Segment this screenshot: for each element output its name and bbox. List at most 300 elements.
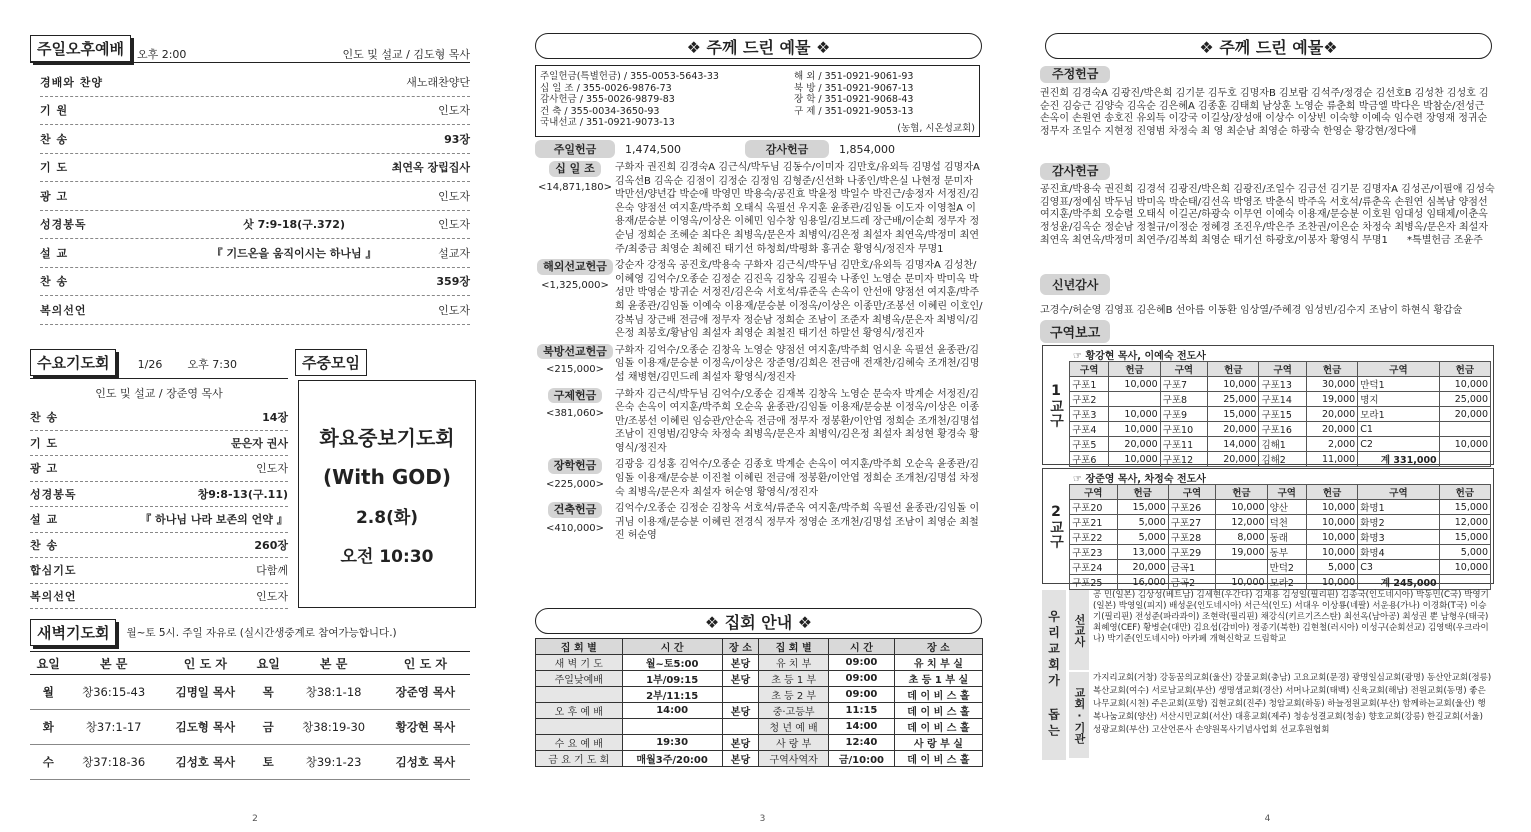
district-cell: 구포7 xyxy=(1160,377,1208,392)
district-row xyxy=(1070,530,1491,545)
order-row xyxy=(30,533,288,559)
district-cell: 구포12 xyxy=(1160,452,1208,467)
midweek-title: 주중모임 xyxy=(295,349,367,376)
offering-item xyxy=(535,259,983,341)
district-cell: 20,000 xyxy=(1306,407,1357,422)
district-cell: 화명3 xyxy=(1358,530,1439,545)
offering-item-header xyxy=(535,388,615,456)
account-box xyxy=(535,65,980,137)
meeting-cell xyxy=(536,719,623,735)
district-cell: 구포13 xyxy=(1259,377,1307,392)
district-cell: 김해1 xyxy=(1259,437,1307,452)
district-col-header: 구역 xyxy=(1168,485,1216,500)
district-cell: C3 xyxy=(1358,560,1439,575)
meeting-cell: 사 랑 부 실 xyxy=(894,735,982,751)
midweek-header xyxy=(295,349,367,376)
district-row xyxy=(1070,500,1491,515)
order-row xyxy=(40,68,470,97)
sunday-offering-amount: 1,474,500 xyxy=(625,142,681,156)
dawn-col-header: 요일 xyxy=(30,652,67,675)
order-right: 다함께 xyxy=(256,564,288,578)
meeting-title: ❖ 집회 안내 ❖ xyxy=(535,608,982,634)
offering-item-header xyxy=(535,502,615,543)
churches-label: 교회·기관 xyxy=(1069,672,1089,758)
order-row xyxy=(40,125,470,154)
order-row xyxy=(40,97,470,126)
order-row xyxy=(30,584,288,610)
account-line: 십 일 조 / 355-0026-9876-73 xyxy=(540,82,672,94)
district-row xyxy=(1070,545,1491,560)
order-label: 찬 송 xyxy=(40,275,69,289)
order-right: 인도자 xyxy=(438,189,470,203)
district-cell xyxy=(1439,575,1490,590)
order-right: 최연옥 장립집사 xyxy=(391,161,470,175)
meeting-cell: 11:15 xyxy=(829,703,895,719)
district-cell: 12,000 xyxy=(1216,515,1267,530)
meeting-cell: 금/10:00 xyxy=(829,751,895,767)
newyear-title: 신년감사 xyxy=(1040,274,1110,295)
account-line: 장 학 / 351-0921-9068-43 xyxy=(794,94,914,105)
meeting-cell: 1부/09:15 xyxy=(622,671,722,687)
meeting-cell: 수 요 예 배 xyxy=(536,735,623,751)
offering-item xyxy=(535,161,983,256)
account-line: 해 외 / 351-0921-9061-93 xyxy=(794,71,914,82)
district-col-header: 구역 xyxy=(1070,485,1118,500)
order-right: 새노래찬양단 xyxy=(406,75,470,89)
meeting-cell xyxy=(722,719,758,735)
district-cell: 동부 xyxy=(1267,545,1306,560)
district-row xyxy=(1070,560,1491,575)
district-cell: 5,000 xyxy=(1117,515,1168,530)
meeting-cell: 유 치 부 xyxy=(759,655,829,671)
district-col-header: 헌금 xyxy=(1306,485,1357,500)
district-cell: 구포15 xyxy=(1259,407,1307,422)
meeting-cell: 금 요 기 도 회 xyxy=(536,751,623,767)
meeting-cell: 주일낮예배 xyxy=(536,671,623,687)
district-cell: 5,000 xyxy=(1117,530,1168,545)
order-right: 인도자 xyxy=(256,589,288,603)
offering-amount: <215,000> xyxy=(545,364,605,376)
district-2-heads: ☞ 장준영 목사, 차정숙 전도사 xyxy=(1073,474,1206,485)
offering-name: 구제헌금 xyxy=(548,388,603,404)
district-cell: 구포27 xyxy=(1168,515,1216,530)
district-cell: 양산 xyxy=(1267,500,1306,515)
district-cell: 금곡1 xyxy=(1168,560,1216,575)
district-cell: 계 331,000 xyxy=(1358,452,1439,467)
meeting-col-header: 집 회 별 xyxy=(536,639,623,655)
meeting-cell xyxy=(622,719,722,735)
dawn-cell: 김명일 목사 xyxy=(161,675,250,710)
district-cell: 10,000 xyxy=(1306,575,1357,590)
district-cell: 25,000 xyxy=(1208,392,1259,407)
mission-support xyxy=(1042,590,1492,760)
district-cell: 금곡2 xyxy=(1168,575,1216,590)
offering-item xyxy=(535,388,983,456)
meeting-cell: 데 이 비 스 홀 xyxy=(894,687,982,703)
order-label: 합심기도 xyxy=(30,564,77,578)
meeting-cell: 09:00 xyxy=(829,671,895,687)
meeting-cell: 본당 xyxy=(722,655,758,671)
district-cell xyxy=(1216,560,1267,575)
order-label: 성경봉독 xyxy=(40,218,87,232)
section-thanks xyxy=(1040,163,1495,248)
meeting-col-header: 시 간 xyxy=(622,639,722,655)
district-cell: 만덕1 xyxy=(1358,377,1439,392)
group-report-title: 구역보고 xyxy=(1040,320,1110,343)
meeting-row xyxy=(536,687,983,703)
thanks-text: 공진효/박용숙 권진희 김경석 김광진/박은희 김광진/조일수 김금선 김기문 김명자A 김성곤/이필애 김성숙 김영표/정예심 박두님 박미옥 박순태/김선옥 박영조 박춘식 박주옥 서호석/류춘옥 손원연 심복남 양점선 여지훈/박주희 오승렬 오태식 이길곤/하광숙 이무연 이예숙 이용재/문승분 이호원 임대성 임태제/이춘옥 정성윤/김옥순 정순남 정철규/이정순 정혜경 조진우/박은주 조찬권/이은순 차정숙 최병옥/문은자 최설자 최연옥 최연옥/박정미 최연주/김복희 최영순 태기선 하광호/이봉자 황영식 무명1 xyxy=(1040,183,1495,246)
district-cell xyxy=(1439,422,1490,437)
meeting-cell: 매월3주/20:00 xyxy=(622,751,722,767)
order-label: 찬 송 xyxy=(30,538,59,552)
sunday-header xyxy=(30,35,470,63)
churches-row xyxy=(1069,672,1492,758)
dawn-col-header: 본 문 xyxy=(286,652,380,675)
district-2-table xyxy=(1069,484,1491,590)
dawn-col-header: 요일 xyxy=(250,652,287,675)
meeting-cell: 구역사역자 xyxy=(759,751,829,767)
page-3 xyxy=(535,0,990,832)
dawn-col-header: 인 도 자 xyxy=(381,652,470,675)
order-right: 인도자 xyxy=(438,218,470,232)
dawn-row xyxy=(30,675,470,710)
accounts-left xyxy=(540,71,719,129)
meeting-cell: 데 이 비 스 홀 xyxy=(894,719,982,735)
meeting-cell: 데 이 비 스 홀 xyxy=(894,703,982,719)
meeting-cell: 유 치 부 실 xyxy=(894,655,982,671)
district-cell: 구포28 xyxy=(1168,530,1216,545)
meeting-cell: 09:00 xyxy=(829,655,895,671)
dawn-col-header: 본 문 xyxy=(67,652,161,675)
district-col-header: 헌금 xyxy=(1439,362,1490,377)
meeting-cell: 본당 xyxy=(722,671,758,687)
order-right: 인도자 xyxy=(256,462,288,476)
district-cell: 모라1 xyxy=(1358,407,1439,422)
midweek-time: 오전 10:30 xyxy=(340,546,434,567)
offering-givers: 김광응 김성홍 김억수/오종순 김종호 박계순 손옥이 여지훈/박주희 오순옥 윤종관/김임돌 이용재/문승분 이진철 이혜린 전금애 정봉환/이안엽 정희순 조개천/김명섭 차정숙 최병옥/문은자 최설자 허순영 황영식/정진자 xyxy=(615,459,979,498)
district-cell: 구포11 xyxy=(1160,437,1208,452)
meeting-cell: 데 이 비 스 홀 xyxy=(894,751,982,767)
district-cell: 20,000 xyxy=(1208,452,1259,467)
district-cell: 10,000 xyxy=(1109,452,1160,467)
meeting-col-header: 장 소 xyxy=(894,639,982,655)
district-cell: C1 xyxy=(1358,422,1439,437)
meeting-col-header: 집 회 별 xyxy=(759,639,829,655)
dawn-cell: 목 xyxy=(250,675,287,710)
district-cell: 화명2 xyxy=(1358,515,1439,530)
district-cell: 모라2 xyxy=(1267,575,1306,590)
order-label: 설 교 xyxy=(40,246,69,260)
district-cell: 구포23 xyxy=(1070,545,1118,560)
thanks-offering-label: 감사헌금 xyxy=(745,140,829,158)
meeting-cell: 본당 xyxy=(722,703,758,719)
dawn-cell: 토 xyxy=(250,745,287,780)
sunday-offering-label: 주일헌금 xyxy=(535,140,615,158)
page-number: 3 xyxy=(759,814,766,824)
offering-name: 십 일 조 xyxy=(549,161,601,177)
meeting-row xyxy=(536,735,983,751)
district-row xyxy=(1070,422,1491,437)
district-cell: 구포5 xyxy=(1070,437,1109,452)
district-cell: 화명1 xyxy=(1358,500,1439,515)
dawn-cell: 화 xyxy=(30,710,67,745)
district-cell: 10,000 xyxy=(1439,437,1490,452)
district-cell: 19,000 xyxy=(1216,545,1267,560)
district-cell: 덕천 xyxy=(1267,515,1306,530)
offering-amount: <381,060> xyxy=(545,408,605,420)
meeting-cell: 사 랑 부 xyxy=(759,735,829,751)
district-cell: 구포16 xyxy=(1259,422,1307,437)
missionaries-text: 공 민(일본) 김상성(베트남) 김세현(우간다) 김재용 김성일(필리핀) 김종국(인도네시아) 박동민(C국) 박영기(일본) 박영일(피지) 배성운(인도네시아) 서근석(인도) 서대우 이상룡(네팔) 서운용(가나) 이경화(T국) 이승기(필리핀) 전성준(파라과이) 조현락(필리핀) 채강식(키르기즈스탄) 최선옥(남아공) 최성권 뿐 남형우(태국) 최혜영(CEF) 황병순(대만) 김요섭(감비아) 정종기(북한) 김현철(러시아) 이성구(순회선교) 김영택(우크라이나) 박기준(인도네시아) 아카페 개혁신학교 드림학교 xyxy=(1093,590,1489,644)
district-cell: 구포25 xyxy=(1070,575,1118,590)
district-row xyxy=(1070,407,1491,422)
district-cell: 20,000 xyxy=(1208,422,1259,437)
sunday-time: 오후 2:00 xyxy=(136,48,187,61)
offering-givers: 김억수/오종순 김정순 김창옥 서호석/류준옥 여지훈/박주희 옥필선 윤종관/김임돌 이귀님 이용재/문승분 이혜린 전경식 정무자 정영순 조개천/김명섭 조남이 최영순 최철진 허순영 xyxy=(615,503,980,542)
district-cell: 10,000 xyxy=(1109,407,1160,422)
district-cell: 20,000 xyxy=(1306,422,1357,437)
district-cell: 15,000 xyxy=(1439,530,1490,545)
dawn-title: 새벽기도회 xyxy=(30,619,116,646)
order-label: 기 도 xyxy=(30,436,59,450)
district-cell: 10,000 xyxy=(1109,377,1160,392)
district-cell: 10,000 xyxy=(1216,500,1267,515)
page-number: 2 xyxy=(252,814,258,824)
district-cell: 2,000 xyxy=(1306,437,1357,452)
dawn-table xyxy=(30,651,470,780)
thanks-special: *특별헌금 조윤주 xyxy=(1407,234,1483,246)
midweek-line2: (With GOD) xyxy=(323,464,451,489)
district-cell: 구포24 xyxy=(1070,560,1118,575)
meeting-cell: 2부/11:15 xyxy=(622,687,722,703)
district-cell: 구포20 xyxy=(1070,500,1118,515)
order-row xyxy=(30,558,288,584)
offering-title: ❖ 주께 드린 예물 ❖ xyxy=(535,33,982,59)
offering-givers: 구화자 김억수/오종순 김창옥 노영순 양점선 여지훈/박주희 엄시운 옥필선 윤종관/김임돌 이용재/문승분 이정옥/이상은 장준영/김희은 전금애 전재찬/김혜숙 조개천/김명섭 채병현/김민드레 최설자 황영식/정진자 xyxy=(615,344,980,383)
district-cell: 5,000 xyxy=(1439,545,1490,560)
page-4 xyxy=(1040,0,1495,832)
order-label: 광 고 xyxy=(40,189,69,203)
district-cell: 15,000 xyxy=(1117,500,1168,515)
meeting-cell: 19:30 xyxy=(622,735,722,751)
district-cell: 만덕2 xyxy=(1267,560,1306,575)
dawn-cell: 황강현 목사 xyxy=(381,710,470,745)
missionaries-row xyxy=(1069,590,1492,670)
district-cell: 구포1 xyxy=(1070,377,1109,392)
dawn-cell: 금 xyxy=(250,710,287,745)
offering-name: 해외선교헌금 xyxy=(537,259,613,275)
order-right: 문은자 권사 xyxy=(231,436,288,450)
district-cell: 16,000 xyxy=(1117,575,1168,590)
offering-name: 건축헌금 xyxy=(548,502,603,518)
district-col-header: 헌금 xyxy=(1208,362,1259,377)
district-row xyxy=(1070,392,1491,407)
order-row xyxy=(30,482,288,508)
order-right: 14장 xyxy=(262,411,288,425)
district-cell: 계 245,000 xyxy=(1358,575,1439,590)
offering-item xyxy=(535,502,983,543)
dawn-cell: 창38:1-18 xyxy=(286,675,380,710)
offering-item xyxy=(535,344,983,385)
newyear-text: 고경수/허순영 김영표 김은혜B 선아름 이동환 임상열/주혜경 임성빈/김수지 조남이 하현식 황갑술 xyxy=(1040,305,1463,316)
order-right: 설교자 xyxy=(438,246,470,260)
meeting-col-header: 장 소 xyxy=(722,639,758,655)
district-cell: 구포9 xyxy=(1160,407,1208,422)
district-row xyxy=(1070,452,1491,467)
district-cell: 구포29 xyxy=(1168,545,1216,560)
dawn-cell: 창36:15-43 xyxy=(67,675,161,710)
district-col-header: 구역 xyxy=(1160,362,1208,377)
dawn-row xyxy=(30,745,470,780)
account-line: 구 제 / 351-0921-9053-13 xyxy=(794,105,914,117)
midweek-date: 2.8(화) xyxy=(355,507,419,528)
order-label: 기 원 xyxy=(40,104,69,118)
district-cell: 구포10 xyxy=(1160,422,1208,437)
district-cell: 명지 xyxy=(1358,392,1439,407)
dawn-cell: 김도형 목사 xyxy=(161,710,250,745)
dawn-col-header: 인 도 자 xyxy=(161,652,250,675)
meeting-cell: 월~토5:00 xyxy=(622,655,722,671)
meeting-cell: 중·고등부 xyxy=(759,703,829,719)
dawn-cell: 수 xyxy=(30,745,67,780)
offering-item-header xyxy=(535,259,615,341)
meeting-cell: 14:00 xyxy=(622,703,722,719)
account-line: 감사헌금 / 355-0026-9879-83 xyxy=(540,94,675,105)
wed-order xyxy=(30,405,288,609)
order-label: 찬 송 xyxy=(40,132,69,146)
district-cell: 14,000 xyxy=(1208,437,1259,452)
meeting-row xyxy=(536,655,983,671)
district-cell: 19,000 xyxy=(1306,392,1357,407)
meeting-row xyxy=(536,671,983,687)
district-2-label: 2교구 xyxy=(1048,504,1064,548)
offering-amount: <410,000> xyxy=(545,522,605,534)
district-cell: 구포4 xyxy=(1070,422,1109,437)
thanks-offering-amount: 1,854,000 xyxy=(839,142,895,156)
district-cell: 12,000 xyxy=(1439,515,1490,530)
dawn-cell: 장준영 목사 xyxy=(381,675,470,710)
jujeong-text: 권진희 김경숙A 김광진/박은희 김기문 김두호 김명자B 김보람 김석주/정경순 김선호B 김성찬 김성호 김순진 김승근 김양숙 김옥순 김은혜A 김종훈 김태희 남상훈 노영순 류춘희 박금엘 박다은 박참순/전성근 손옥이 손원연 송호진 유외득 이강국 이길상/장성애 이상수 이상빈 이숙향 이예숙 임수련 장영재 정귀순 정무자 조일수 지현정 진영범 차정숙 최 영 최순남 최영순 하광숙 한영순 황강현/정다애 xyxy=(1040,87,1489,138)
district-cell: 20,000 xyxy=(1109,437,1160,452)
meeting-cell: 12:40 xyxy=(829,735,895,751)
order-content: 『 기드온을 움직이시는 하나님 』 xyxy=(211,246,377,260)
district-cell: 10,000 xyxy=(1306,545,1357,560)
churches-text: 가지리교회(거창) 강동꿈의교회(울산) 강물교회(충남) 고요교회(문경) 광명일심교회(광명) 동산안교회(정릉) 복산교회(여수) 서로남교회(부산) 생명샘교회(경산) 서머나교회(태백) 신육교회(해남) 전원교회(동명) 좋은나무교회(시천) 주은교회(포항) 집현교회(진주) 청암교회(하동) 하늘정원교회(부산) 함께하는교회(울산) 행복나눔교회(양산) 서산시민교회(서산) 대흥교회(제주) 청송성결교회(청송) 향호교회(강릉) 한길교회(서울) 성광교회(부산) 고산언론사 손양원목사기념사업회 선교후원협회 xyxy=(1093,673,1492,735)
section-newyear xyxy=(1040,274,1495,316)
district-cell: 13,000 xyxy=(1117,545,1168,560)
order-right: 359장 xyxy=(436,275,470,289)
order-row xyxy=(40,239,470,268)
wed-title: 수요기도회 xyxy=(30,349,116,376)
meeting-col-header: 시 간 xyxy=(829,639,895,655)
district-col-header: 구역 xyxy=(1358,362,1439,377)
offering-item xyxy=(535,458,983,499)
order-right: 260장 xyxy=(254,538,288,552)
district-cell: 15,000 xyxy=(1208,407,1259,422)
offering-givers: 구화자 김근식/박두님 김억수/오종순 김재복 김창옥 노영순 문숙자 박계순 서정진/김은숙 손옥이 여지훈/박주희 오순옥 윤종관/김임돌 이용재/문승분 이정옥/이상은 이종만/조봉선 이혜린 임승관/안순옥 전금애 정무자 정봉환/이안엽 정희순 조개천/김명섭 조남이 진영범/김양숙 차정숙 최병옥/문은자 최병익/김은정 최설자 최성현 황경숙 황영식/정진자 xyxy=(615,388,980,454)
order-row xyxy=(40,154,470,183)
sunday-leader: 인도 및 설교 / 김도형 목사 xyxy=(342,48,470,61)
offering-item-header xyxy=(535,458,615,499)
meeting-row xyxy=(536,719,983,735)
account-line: 국내선교 / 351-0921-9073-13 xyxy=(540,117,675,128)
meeting-row xyxy=(536,703,983,719)
meeting-cell: 오 후 예 배 xyxy=(536,703,623,719)
district-cell: 10,000 xyxy=(1216,575,1267,590)
page-2 xyxy=(30,0,480,832)
offering-givers: 구화자 권진희 김경숙A 김근식/박두님 김동수/이미자 김만호/유외득 김명섭 김명자A 김옥선B 김옥순 김점이 김정순 김정임 김형준/신선화 나종인/박은실 나현정 문미자 박만선/양년갑 박순애 박영민 박용숙/공진효 박윤정 박일수 박진근/송정자 서정진/김은숙 양점선 여지훈/박주희 오태식 옥필선 우지훈 윤종관/김임돌 이도자 이영철A 이용재/문승분 이영옥/이상은 이혜민 임수창 임용일/김보드레 장근배/이순희 정무자 정순님 정희순 조혜순 최다은 최병옥/문은자 최병익/김은정 최설자 최연옥/박정미 최연주/최중금 최영순 최혜진 태기선 하청희/박평화 홍귀순 황영식/정진자 무명1 xyxy=(615,162,980,255)
meeting-row xyxy=(536,751,983,767)
offering-amount: <225,000> xyxy=(545,479,605,491)
district-col-header: 헌금 xyxy=(1216,485,1267,500)
meeting-cell xyxy=(536,687,623,703)
order-label: 설 교 xyxy=(30,513,59,527)
dawn-cell: 창39:1-23 xyxy=(286,745,380,780)
district-col-header: 구역 xyxy=(1267,485,1306,500)
district-row xyxy=(1070,575,1491,590)
meeting-cell: 새 벽 기 도 xyxy=(536,655,623,671)
district-col-header: 헌금 xyxy=(1117,485,1168,500)
order-row xyxy=(40,182,470,211)
dawn-note: 월~토 5시. 주일 자유로 (실시간생중계로 참여가능합니다.) xyxy=(126,627,397,639)
accounts-right xyxy=(794,71,913,117)
district-col-header: 구역 xyxy=(1358,485,1439,500)
district-row xyxy=(1070,377,1491,392)
meeting-cell: 초 등 1 부 xyxy=(759,671,829,687)
meeting-cell: 본당 xyxy=(722,735,758,751)
district-cell: 10,000 xyxy=(1306,530,1357,545)
district-row xyxy=(1070,437,1491,452)
district-cell: 구포26 xyxy=(1168,500,1216,515)
offering-list xyxy=(535,158,983,543)
district-1-heads: ☞ 황강현 목사, 이예숙 전도사 xyxy=(1073,351,1206,362)
page-number: 4 xyxy=(1264,814,1271,824)
order-row xyxy=(40,296,470,325)
order-label: 복의선언 xyxy=(30,589,77,603)
midweek-line1: 화요중보기도회 xyxy=(319,425,455,450)
meeting-cell xyxy=(722,687,758,703)
district-cell: 구포8 xyxy=(1160,392,1208,407)
district-cell: 5,000 xyxy=(1306,560,1357,575)
district-cell: 구포3 xyxy=(1070,407,1109,422)
district-cell: C2 xyxy=(1358,437,1439,452)
order-right: 창9:8-13(구.11) xyxy=(197,487,288,501)
dawn-cell: 김성호 목사 xyxy=(381,745,470,780)
account-line: 건 축 / 355-0034-3650-93 xyxy=(540,105,660,117)
account-line: 북 방 / 351-0921-9067-13 xyxy=(794,82,914,94)
order-label: 경배와 찬양 xyxy=(40,75,103,89)
district-col-header: 구역 xyxy=(1259,362,1307,377)
offering-name: 북방선교헌금 xyxy=(537,344,613,360)
offering-item-header xyxy=(535,344,615,385)
district-cell xyxy=(1109,392,1160,407)
section-jujeong xyxy=(1040,66,1495,139)
dawn-cell: 창37:1-17 xyxy=(67,710,161,745)
district-cell: 동래 xyxy=(1267,530,1306,545)
wed-date: 1/26 xyxy=(137,358,163,371)
mission-side-label: 우리교회가 돕는 xyxy=(1042,590,1066,760)
dawn-header xyxy=(30,619,397,646)
dawn-cell: 창38:19-30 xyxy=(286,710,380,745)
district-cell: 10,000 xyxy=(1208,377,1259,392)
district-cell: 구포2 xyxy=(1070,392,1109,407)
district-cell: 10,000 xyxy=(1109,422,1160,437)
order-content: 『 하나님 나라 보존의 언약 』 xyxy=(140,513,288,527)
district-cell: 30,000 xyxy=(1306,377,1357,392)
dawn-cell: 창37:18-36 xyxy=(67,745,161,780)
order-label: 성경봉독 xyxy=(30,487,77,501)
meeting-cell: 본당 xyxy=(722,751,758,767)
